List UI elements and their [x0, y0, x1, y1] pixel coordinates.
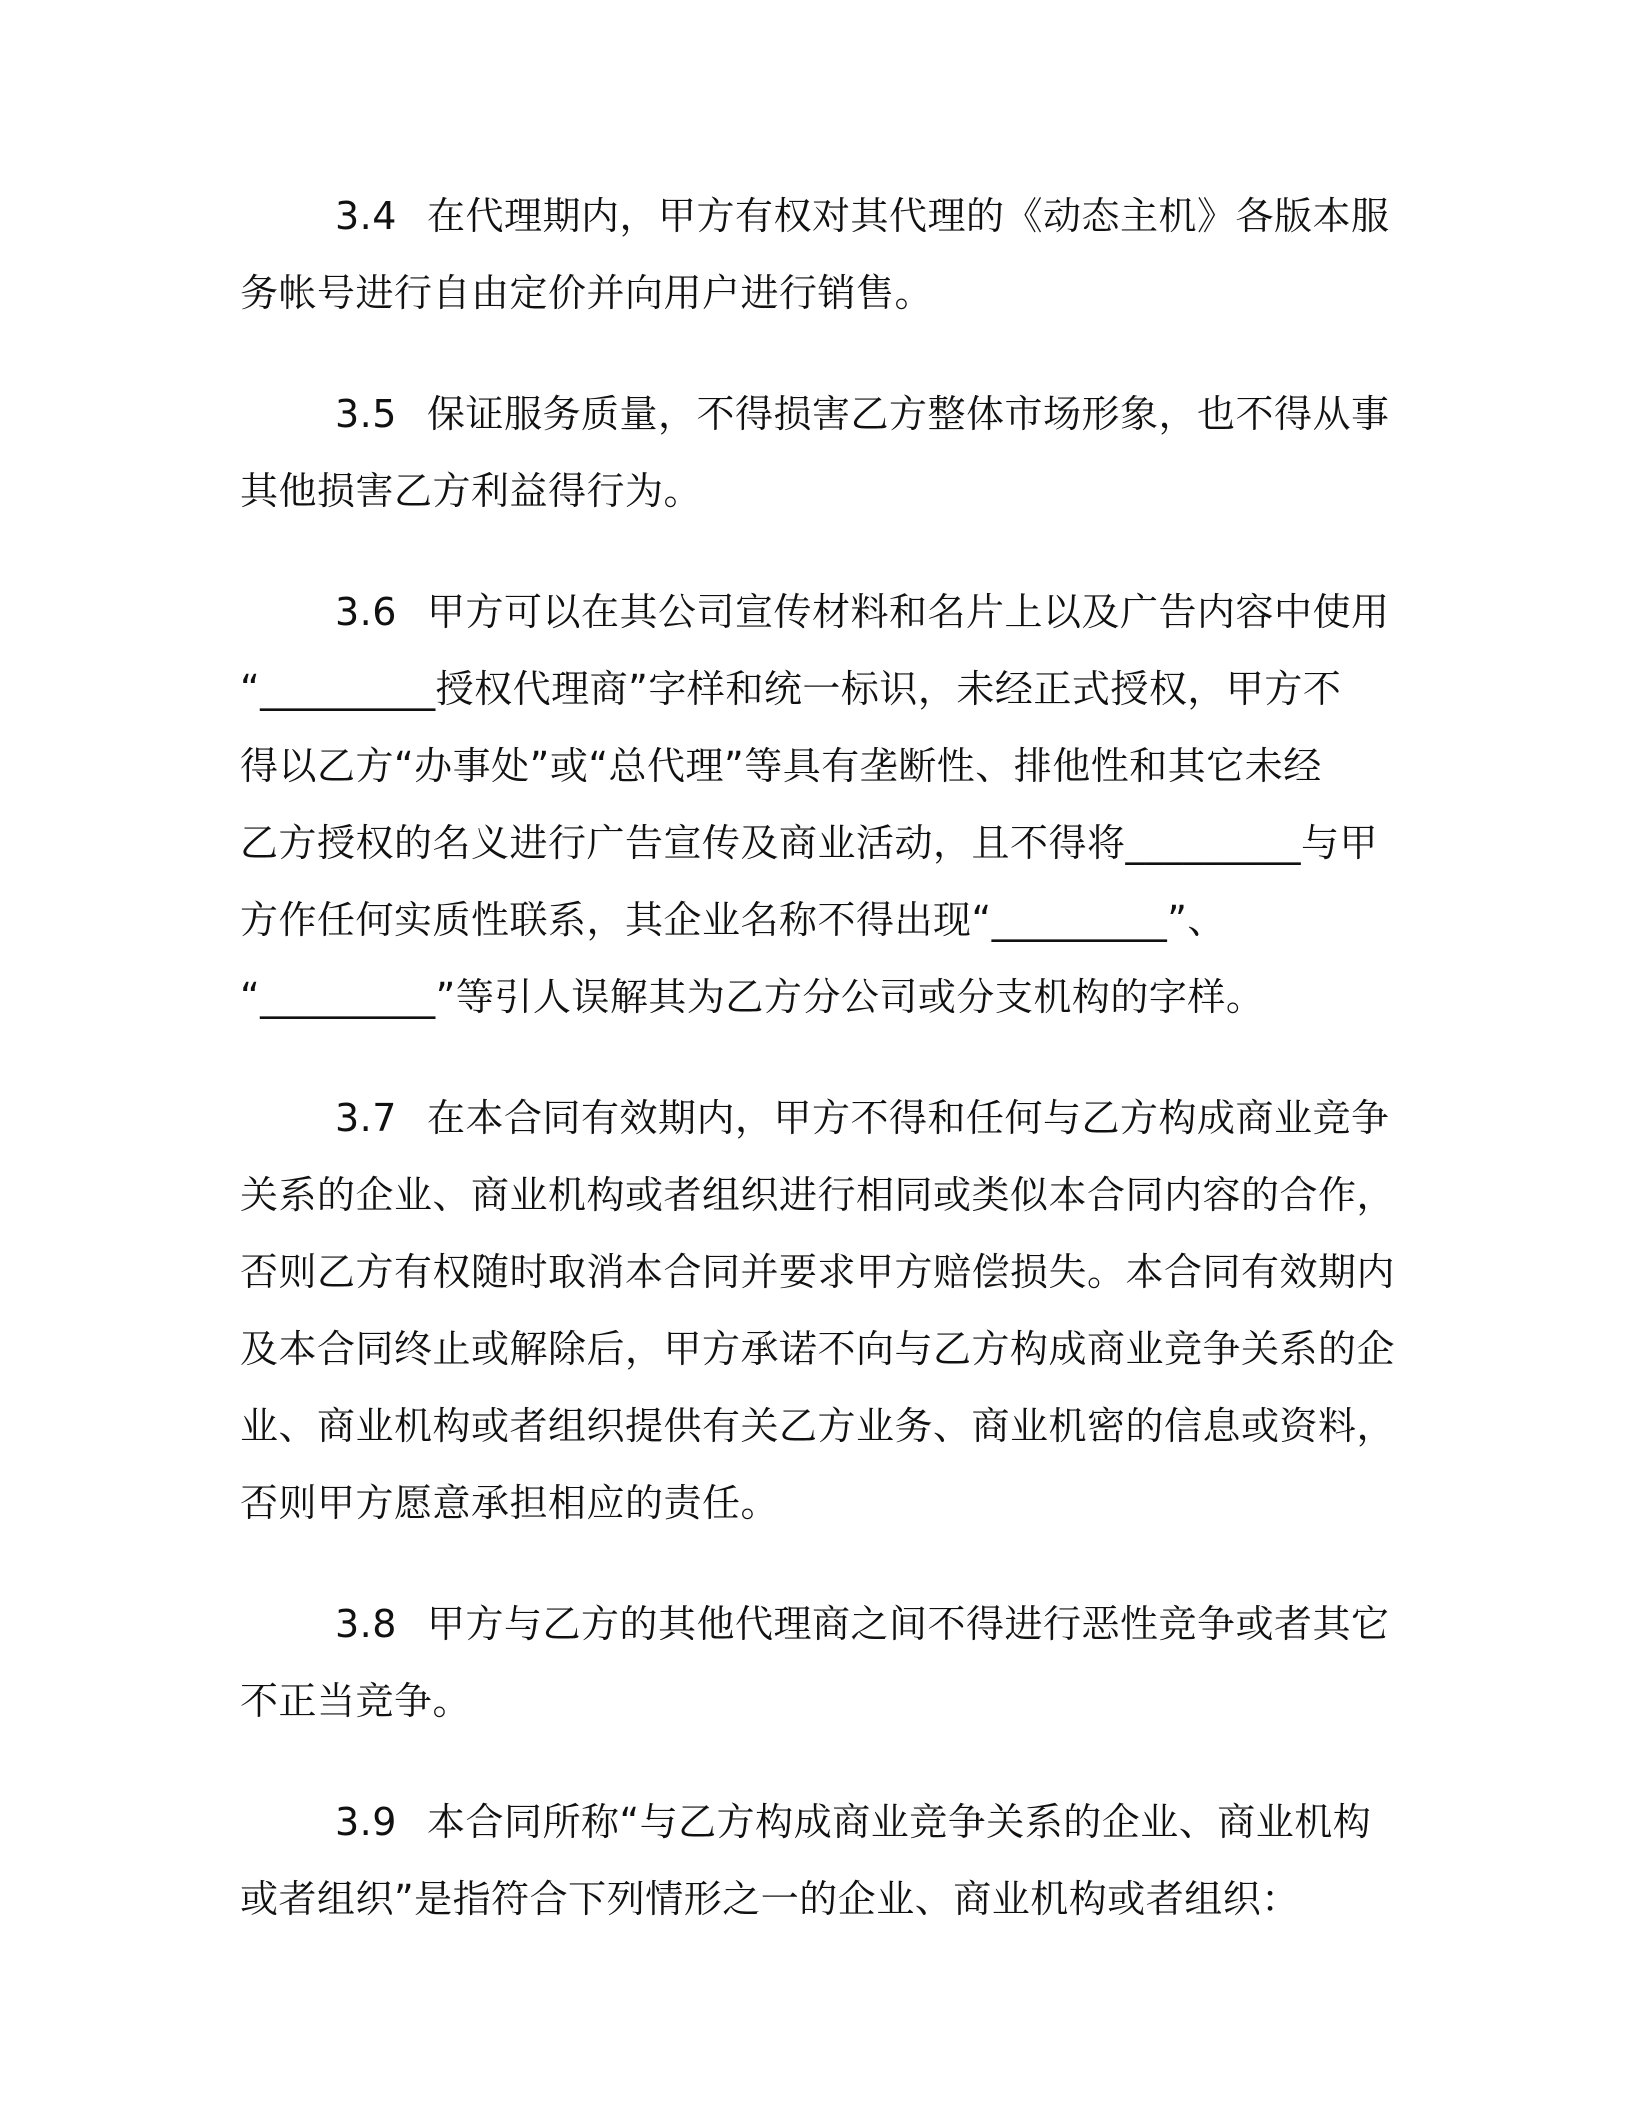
document-page: [240, 178, 1396, 1982]
clause-number: 3.8: [335, 1602, 397, 1646]
clause-first-line: [240, 1784, 1372, 1861]
clause-text-line: 不正当竞争。: [240, 1679, 472, 1723]
clause-text-line: 否则甲方愿意承担相应的责任。: [240, 1481, 780, 1525]
clause-number: 3.6: [335, 590, 397, 634]
clause-text-line: 方作任何实质性联系，其企业名称不得出现“_________”、: [240, 898, 1226, 942]
clause-text-line: 或者组织”是指符合下列情形之一的企业、商业机构或者组织：: [240, 1877, 1300, 1921]
clause-number: 3.4: [335, 194, 397, 238]
clause-first-line: [240, 574, 1390, 651]
clause-3-6: [240, 574, 1390, 1036]
clause-text-line: 得以乙方“办事处”或“总代理”等具有垄断性、排他性和其它未经: [240, 744, 1322, 788]
clause-number: 3.9: [335, 1800, 397, 1844]
clause-text: 甲方与乙方的其他代理商之间不得进行恶性竞争或者其它: [427, 1602, 1390, 1646]
clause-first-line: [240, 376, 1390, 453]
clause-text: 保证服务质量，不得损害乙方整体市场形象，也不得从事: [427, 392, 1390, 436]
clause-text-line: 否则乙方有权随时取消本合同并要求甲方赔偿损失。本合同有效期内: [240, 1250, 1396, 1294]
clause-text: 甲方可以在其公司宣传材料和名片上以及广告内容中使用: [427, 590, 1390, 634]
clause-text-line: “_________授权代理商”字样和统一标识，未经正式授权，甲方不: [240, 667, 1342, 711]
clause-text-line: 务帐号进行自由定价并向用户进行销售。: [240, 271, 934, 315]
clause-first-line: [240, 178, 1390, 255]
clause-number: 3.5: [335, 392, 397, 436]
clause-text-line: 其他损害乙方利益得行为。: [240, 469, 703, 513]
clause-3-5: [240, 376, 1390, 530]
clause-text-line: 业、商业机构或者组织提供有关乙方业务、商业机密的信息或资料，: [240, 1404, 1396, 1448]
clause-3-8: [240, 1586, 1390, 1740]
clause-3-4: [240, 178, 1390, 332]
clause-first-line: [240, 1080, 1390, 1157]
clause-3-9: [240, 1784, 1372, 1938]
clause-text-line: “_________”等引人误解其为乙方分公司或分支机构的字样。: [240, 975, 1265, 1019]
clause-number: 3.7: [335, 1096, 397, 1140]
clause-text: 在本合同有效期内，甲方不得和任何与乙方构成商业竞争: [427, 1096, 1390, 1140]
clause-3-7: [240, 1080, 1396, 1542]
clause-text-line: 乙方授权的名义进行广告宣传及商业活动，且不得将_________与甲: [240, 821, 1379, 865]
clause-text-line: 关系的企业、商业机构或者组织进行相同或类似本合同内容的合作，: [240, 1173, 1396, 1217]
clause-text: 本合同所称“与乙方构成商业竞争关系的企业、商业机构: [427, 1800, 1372, 1844]
clause-text-line: 及本合同终止或解除后，甲方承诺不向与乙方构成商业竞争关系的企: [240, 1327, 1396, 1371]
clause-text: 在代理期内，甲方有权对其代理的《动态主机》各版本服: [427, 194, 1390, 238]
clause-first-line: [240, 1586, 1390, 1663]
